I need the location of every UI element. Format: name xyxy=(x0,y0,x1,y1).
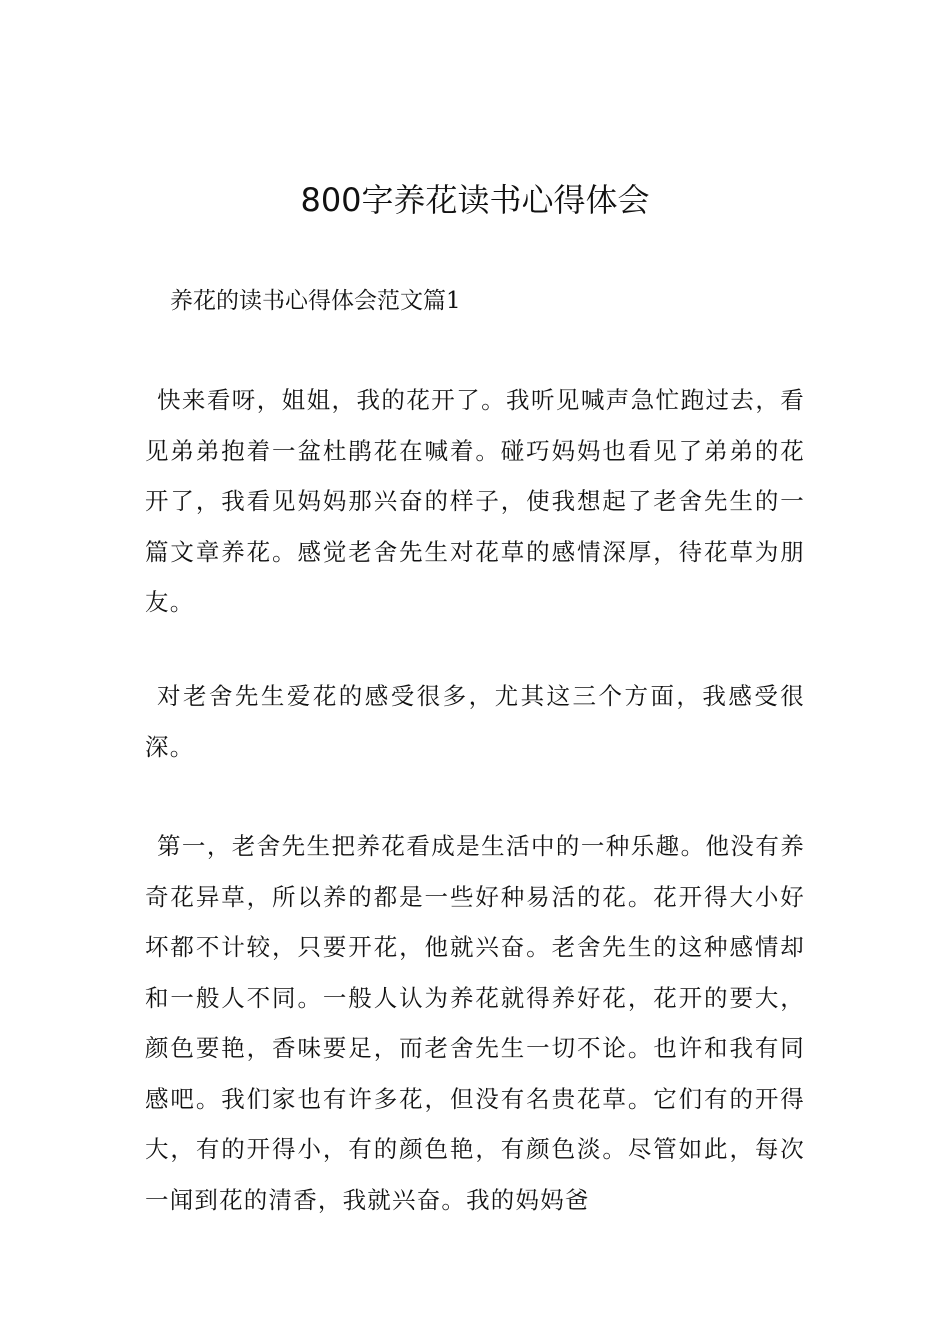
paragraph-1: 快来看呀，姐姐，我的花开了。我听见喊声急忙跑过去，看见弟弟抱着一盆杜鹃花在喊着。碰巧妈妈也看见了弟弟的花开了，我看见妈妈那兴奋的样子，使我想起了老舍先生的一篇文章养花。感觉老舍先生对花草的感情深厚，待花草为朋友。 xyxy=(145,386,805,616)
paragraph-2: 对老舍先生爱花的感受很多，尤其这三个方面，我感受很深。 xyxy=(145,682,805,761)
document-title: 800字养花读书心得体会 xyxy=(300,181,650,219)
section-heading: 养花的读书心得体会范文篇1 xyxy=(170,288,461,314)
paragraph-3: 第一，老舍先生把养花看成是生活中的一种乐趣。他没有养奇花异草，所以养的都是一些好种易活的花。花开得大小好坏都不计较，只要开花，他就兴奋。老舍先生的这种感情却和一般人不同。一般人认为养花就得养好花，花开的要大，颜色要艳，香味要足，而老舍先生一切不论。也许和我有同感吧。我们家也有许多花，但没有名贵花草。它们有的开得大，有的开得小，有的颜色艳，有颜色淡。尽管如此，每次一闻到花的清香，我就兴奋。我的妈妈爸 xyxy=(145,832,805,1214)
